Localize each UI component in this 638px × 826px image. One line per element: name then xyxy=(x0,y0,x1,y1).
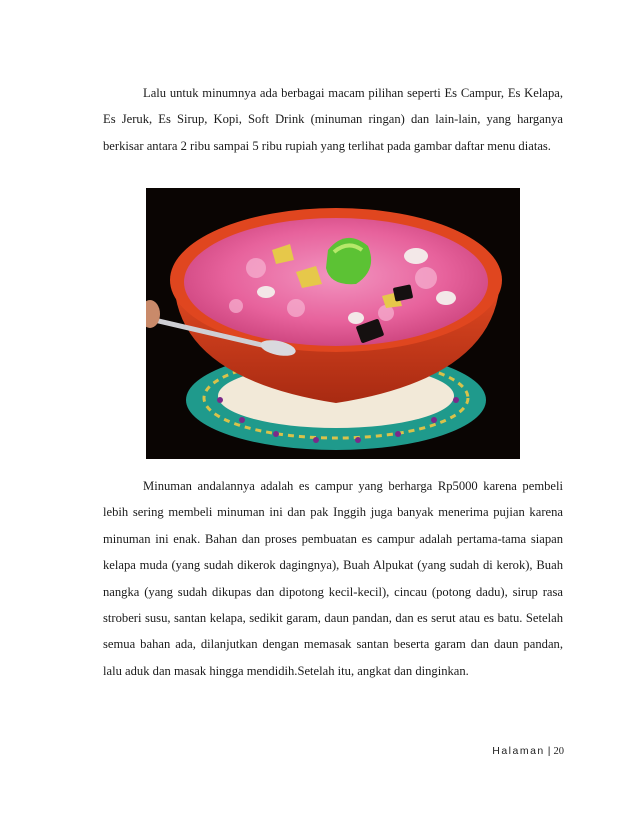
paragraph-drinks-intro: Lalu untuk minumnya ada berbagai macam pilihan seperti Es Campur, Es Kelapa, Es Jeruk, Es Sirup, Kopi, Soft Drink (minuman ringan) dan lain-lain, yang harganya berkisar antara 2 ribu sampai 5 ribu rupiah yang terlihat pada gambar daftar menu diatas. xyxy=(103,86,563,153)
es-campur-illustration xyxy=(146,188,520,459)
paragraph-es-campur: Minuman andalannya adalah es campur yang berharga Rp5000 karena pembeli lebih sering membeli minuman ini dan pak Inggih juga banyak menerima pujian karena minuman ini enak. Bahan dan proses pembuatan es campur adalah pertama-tama siapan kelapa muda (yang sudah dikerok dagingnya), Buah Alpukat (yang sudah di kerok), Buah nangka (yang sudah dikupas dan dipotong kecil-kecil), cincau (potong dadu), sirup rasa stroberi susu, santan kelapa, sedikit garam, daun pandan, dan es serut atau es batu. Setelah semua bahan ada, dilanjutkan dengan memasak santan beserta garam dan daun pandan, lalu aduk dan masak hingga mendidih.Setelah itu, angkat dan dinginkan. xyxy=(103,479,563,678)
footer-separator: | xyxy=(547,745,551,757)
page-footer xyxy=(492,745,564,757)
es-campur-photo xyxy=(146,188,520,459)
footer-label: Halaman xyxy=(492,745,545,757)
page-number: 20 xyxy=(553,746,564,757)
